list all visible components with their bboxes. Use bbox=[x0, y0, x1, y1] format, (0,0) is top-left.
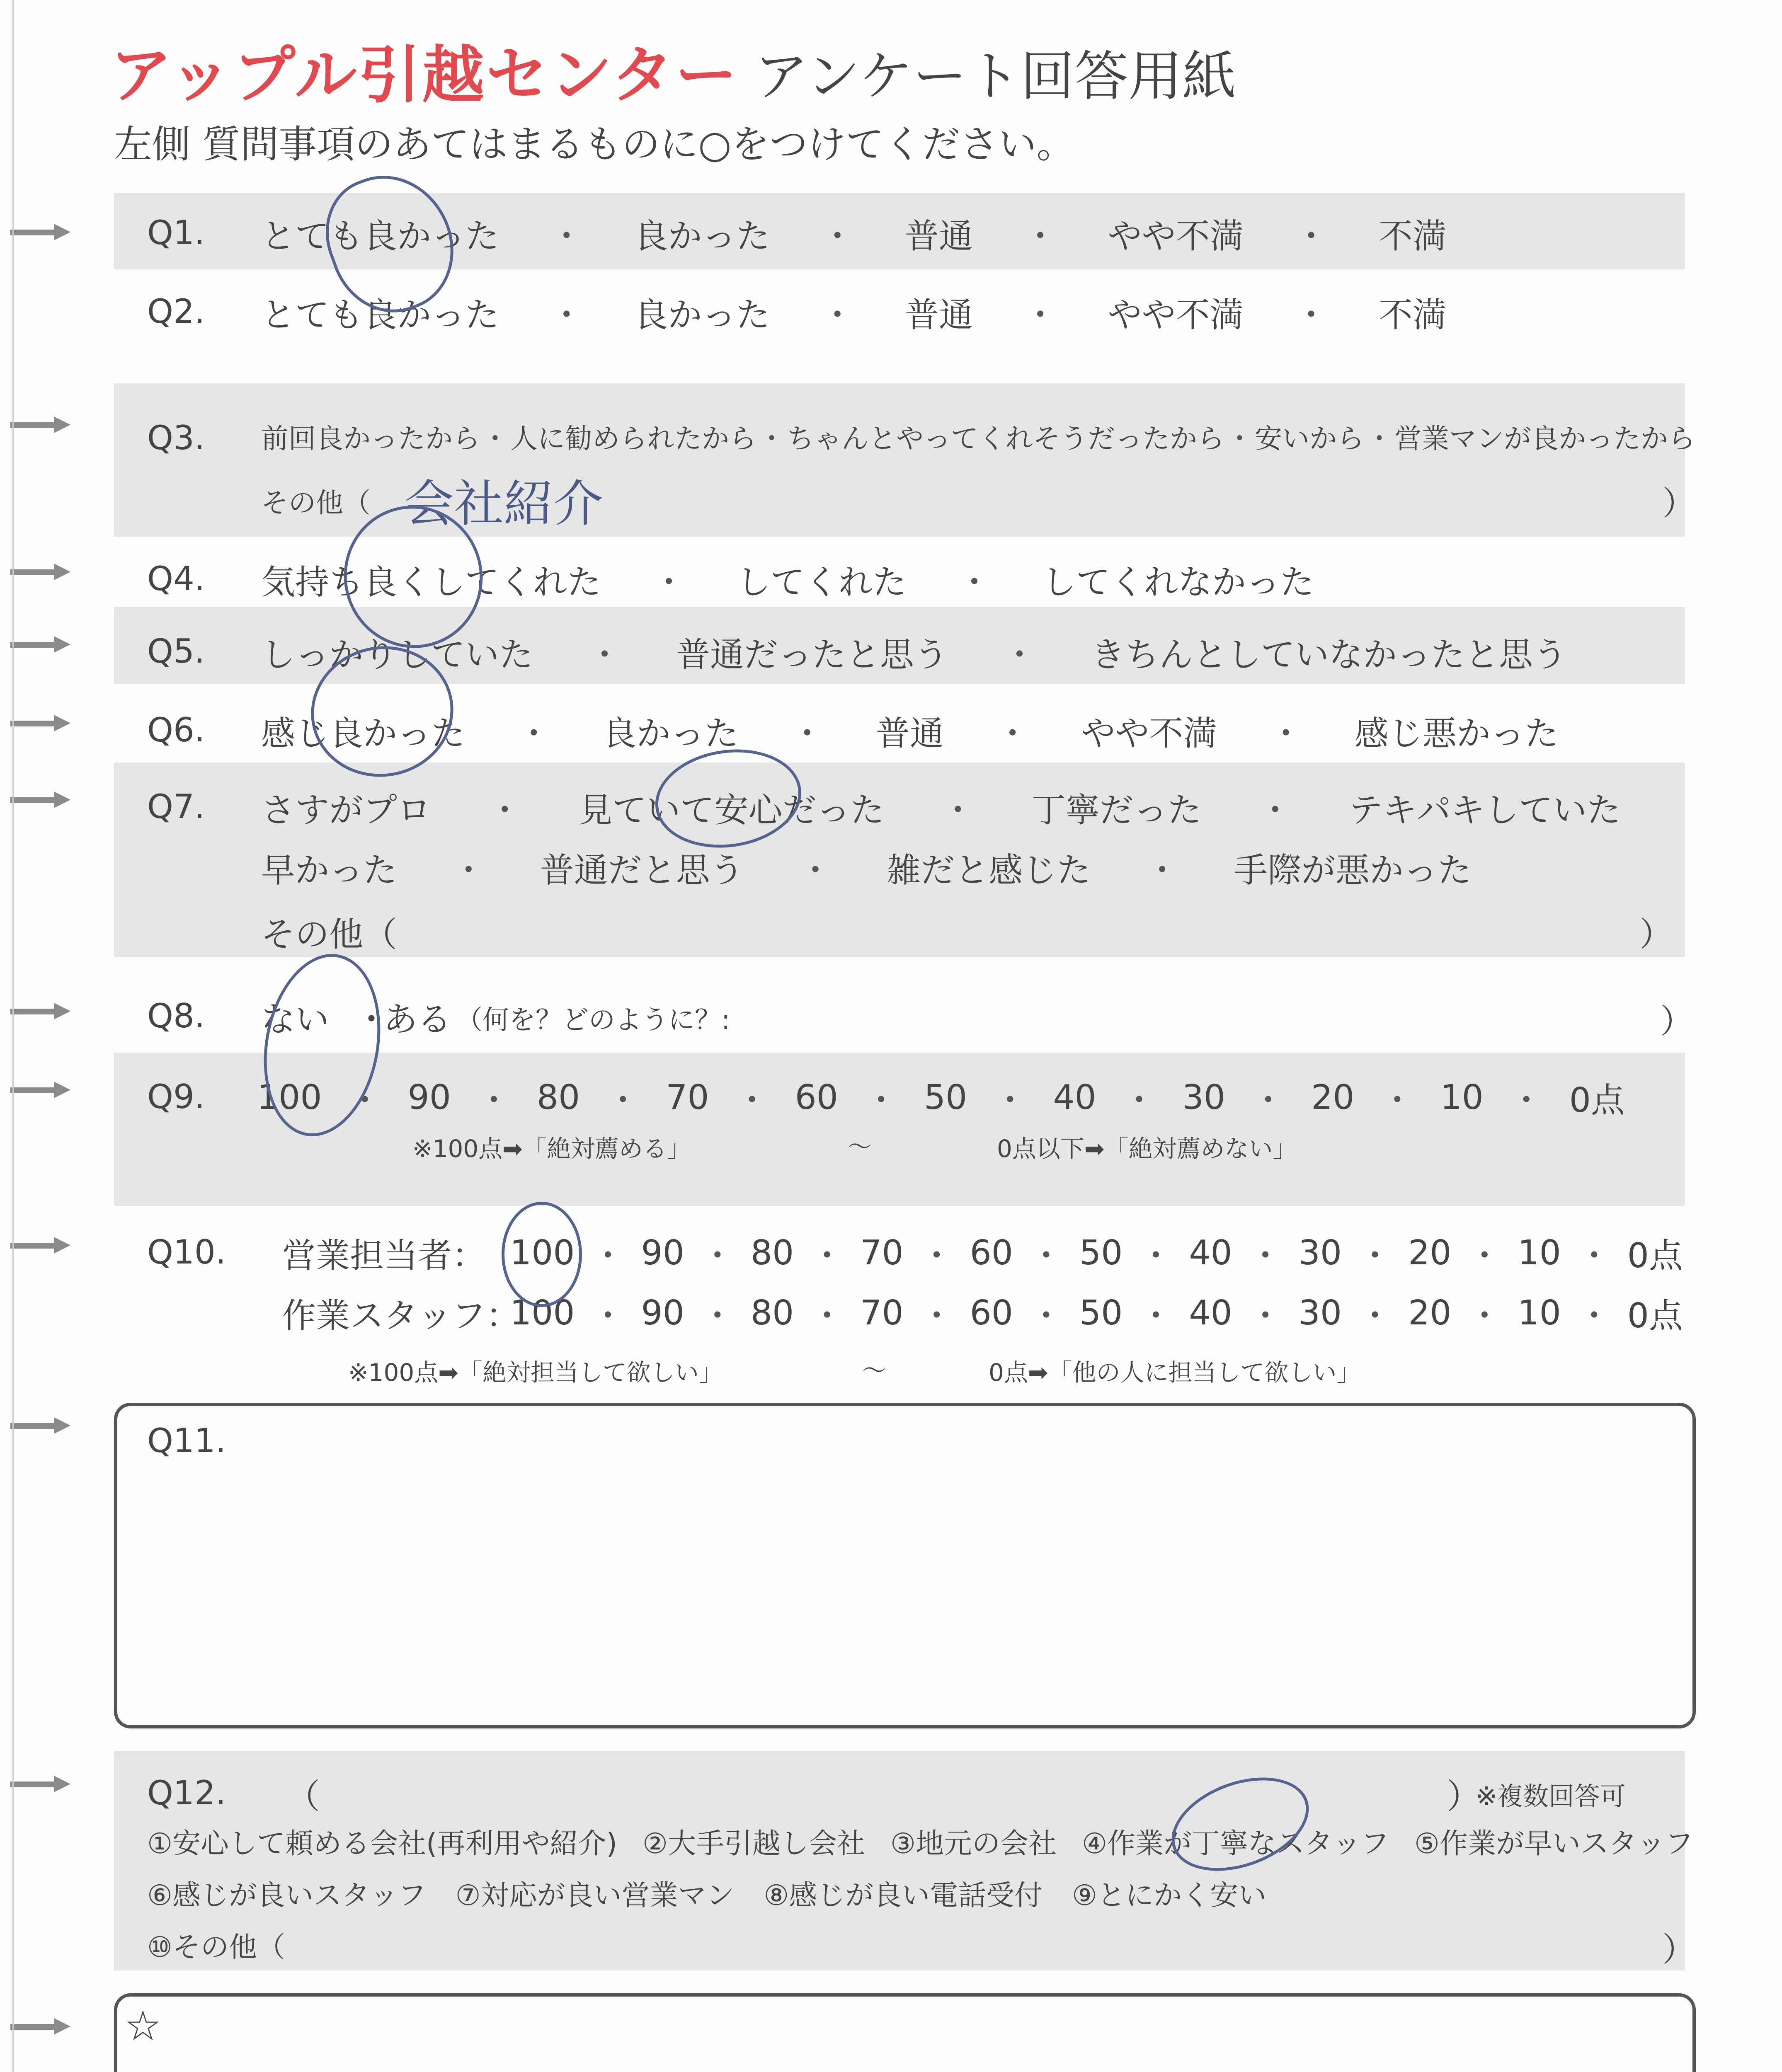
q1-option[interactable]: 普通 bbox=[904, 217, 973, 256]
q4-option[interactable]: してくれた bbox=[736, 563, 907, 602]
q6-option[interactable]: 良かった bbox=[602, 714, 739, 753]
q10-sales-score[interactable]: 80 bbox=[750, 1233, 794, 1273]
q10-sales-scale: 100 ・ 90 ・ 80 ・ 70 ・ 60 ・ 50 ・ 40 ・ 30 ・ 20 ・ 10 ・ 0点 bbox=[510, 1229, 1683, 1277]
q3-other-close: ） bbox=[1662, 484, 1695, 523]
margin-arrow-icon bbox=[10, 1776, 73, 1792]
q12-option[interactable]: ①安心して頼める会社(再利用や紹介) bbox=[147, 1828, 618, 1860]
answer-circle bbox=[502, 1202, 582, 1307]
q4-option[interactable]: してくれなかった bbox=[1042, 563, 1314, 602]
q9-number: Q9. bbox=[147, 1077, 205, 1116]
q10-staff-score[interactable]: 20 bbox=[1408, 1293, 1452, 1333]
q7-number: Q7. bbox=[147, 787, 205, 826]
instruction-text: 左側 質問事項のあてはまるものに○をつけてください。 bbox=[114, 122, 1075, 167]
q9-score[interactable]: 10 bbox=[1440, 1078, 1484, 1117]
q6-option[interactable]: 感じ悪かった bbox=[1354, 714, 1559, 753]
q12-option[interactable]: ④作業が丁寧なスタッフ bbox=[1082, 1828, 1389, 1860]
q10-sales-score[interactable]: 50 bbox=[1079, 1233, 1123, 1273]
q3-option[interactable]: 前回良かったから bbox=[261, 423, 480, 455]
q7-options-row2: 早かった ・ 普通だと思う ・ 雑だと感じた ・ 手際が悪かった bbox=[261, 843, 1472, 892]
q7-option[interactable]: 雑だと感じた bbox=[887, 851, 1091, 890]
q9-score[interactable]: 80 bbox=[536, 1078, 580, 1117]
q9-score[interactable]: 40 bbox=[1053, 1078, 1096, 1117]
q10-staff-score[interactable]: 10 bbox=[1518, 1293, 1561, 1333]
q12-option[interactable]: ⑨とにかく安い bbox=[1072, 1879, 1266, 1912]
q10-sales-score[interactable]: 90 bbox=[641, 1233, 684, 1273]
q10-sales-label: 営業担当者： bbox=[282, 1236, 486, 1276]
q10-staff-score[interactable]: 40 bbox=[1189, 1293, 1232, 1333]
q10-note-mid: ～ bbox=[862, 1356, 887, 1385]
q10-note-right: 0点➡「他の人に担当して欲しい」 bbox=[989, 1358, 1361, 1387]
q3-option[interactable]: ちゃんとやってくれそうだったから bbox=[787, 423, 1224, 455]
q12-option[interactable]: ⑥感じが良いスタッフ bbox=[147, 1879, 426, 1912]
q10-sales-score[interactable]: 20 bbox=[1408, 1233, 1452, 1273]
q12-other-label: ⑩その他（ bbox=[147, 1931, 285, 1964]
q2-options: とても良かった ・ 良かった ・ 普通 ・ やや不満 ・ 不満 bbox=[261, 288, 1447, 336]
q8-detail-label: （何を？どのように？: bbox=[456, 1005, 730, 1036]
q10-staff-score[interactable]: 100 bbox=[510, 1293, 575, 1333]
q1-option[interactable]: とても良かった bbox=[261, 217, 499, 256]
q12-number: Q12. bbox=[147, 1774, 226, 1812]
q12-options-row1 bbox=[147, 1821, 1693, 1861]
q1-option[interactable]: 不満 bbox=[1378, 217, 1447, 256]
q10-sales-score[interactable]: 100 bbox=[510, 1233, 575, 1273]
q9-note-mid: ～ bbox=[848, 1133, 872, 1161]
q3-number: Q3. bbox=[147, 419, 205, 457]
q10-staff-scale: 100 ・ 90 ・ 80 ・ 70 ・ 60 ・ 50 ・ 40 ・ 30 ・ 20 ・ 10 ・ 0点 bbox=[510, 1289, 1683, 1337]
q5-option[interactable]: きちんとしていなかったと思う bbox=[1091, 635, 1567, 675]
star-icon: ☆ bbox=[124, 2002, 162, 2050]
q2-option[interactable]: やや不満 bbox=[1108, 295, 1244, 335]
q6-option[interactable]: 感じ良かった bbox=[261, 714, 466, 753]
margin-arrow-icon bbox=[10, 1003, 73, 1019]
q3-other-label: その他（ bbox=[261, 487, 371, 519]
q9-note-left: ※100点➡「絶対薦める」 bbox=[412, 1135, 691, 1163]
margin-arrow-icon bbox=[10, 715, 73, 731]
q3-option[interactable]: 安いから bbox=[1255, 423, 1364, 455]
margin-arrow-icon bbox=[10, 1082, 73, 1098]
q4-options: 気持ち良くしてくれた ・ してくれた ・ してくれなかった bbox=[261, 555, 1314, 604]
q1-option[interactable]: 良かった bbox=[634, 217, 770, 256]
q12-option[interactable]: ②大手引越し会社 bbox=[642, 1828, 866, 1860]
q6-option[interactable]: 普通 bbox=[875, 714, 944, 753]
q3-option[interactable]: 人に勧められたから bbox=[510, 423, 756, 455]
margin-arrow-icon bbox=[10, 636, 73, 653]
q2-number: Q2. bbox=[147, 292, 205, 331]
q5-number: Q5. bbox=[147, 632, 205, 670]
q10-staff-score[interactable]: 80 bbox=[750, 1293, 794, 1333]
q12-option[interactable]: ⑧感じが良い電話受付 bbox=[764, 1879, 1043, 1912]
margin-arrow-icon bbox=[10, 224, 73, 240]
q11-comment-box[interactable] bbox=[114, 1403, 1696, 1728]
q10-staff-label: 作業スタッフ： bbox=[282, 1296, 520, 1336]
q9-score[interactable]: 20 bbox=[1311, 1078, 1355, 1117]
q7-option[interactable]: 見ていて安心だった bbox=[578, 791, 885, 830]
q8-option[interactable]: ある bbox=[383, 1000, 452, 1039]
q9-note-right: 0点以下➡「絶対薦めない」 bbox=[997, 1135, 1297, 1163]
q3-other-answer[interactable]: 会社紹介 bbox=[404, 475, 603, 533]
q7-other-label: その他（ bbox=[261, 915, 398, 954]
q10-staff-score[interactable]: 70 bbox=[860, 1293, 904, 1333]
q2-option[interactable]: とても良かった bbox=[261, 295, 499, 335]
q10-staff-score[interactable]: 90 bbox=[641, 1293, 684, 1333]
q1-option[interactable]: やや不満 bbox=[1108, 217, 1244, 256]
q5-options: しっかりしていた ・ 普通だったと思う ・ きちんとしていなかったと思う bbox=[261, 628, 1567, 676]
q4-option[interactable]: 気持ち良くしてくれた bbox=[261, 563, 601, 602]
q1-number: Q1. bbox=[147, 213, 205, 252]
q7-option[interactable]: さすがプロ bbox=[261, 791, 432, 830]
margin-arrow-icon bbox=[10, 2018, 73, 2035]
margin-arrow-icon bbox=[10, 792, 73, 808]
q8-separator: ・ bbox=[354, 1000, 389, 1039]
q9-score[interactable]: 100 bbox=[257, 1078, 322, 1117]
q9-score[interactable]: 50 bbox=[924, 1078, 967, 1117]
q10-note-left: ※100点➡「絶対担当して欲しい」 bbox=[348, 1358, 723, 1387]
q6-number: Q6. bbox=[147, 711, 205, 749]
q12-open: （ bbox=[286, 1777, 320, 1816]
q10-sales-score[interactable]: 0点 bbox=[1627, 1236, 1683, 1276]
q12-other-close: ） bbox=[1662, 1930, 1695, 1969]
margin-arrow-icon bbox=[10, 1417, 73, 1434]
q10-number: Q10. bbox=[147, 1233, 226, 1271]
q10-sales-score[interactable]: 70 bbox=[860, 1233, 904, 1273]
q8-number: Q8. bbox=[147, 997, 205, 1035]
q12-option[interactable]: ③地元の会社 bbox=[890, 1828, 1057, 1860]
q2-option[interactable]: 普通 bbox=[904, 295, 973, 335]
q5-option[interactable]: 普通だったと思う bbox=[676, 635, 948, 675]
q6-option[interactable]: やや不満 bbox=[1081, 714, 1217, 753]
q10-staff-score[interactable]: 60 bbox=[970, 1293, 1013, 1333]
q10-staff-score[interactable]: 0点 bbox=[1627, 1296, 1683, 1336]
q8-option[interactable]: ない bbox=[261, 1000, 330, 1039]
q7-options-row1: さすがプロ ・ 見ていて安心だった ・ 丁寧だった ・ テキパキしていた bbox=[261, 783, 1621, 832]
q9-score[interactable]: 0点 bbox=[1569, 1081, 1625, 1120]
q2-option[interactable]: 不満 bbox=[1378, 295, 1447, 335]
q12-options-row2 bbox=[147, 1873, 1266, 1913]
margin-arrow-icon bbox=[10, 1237, 73, 1254]
star-comment-box[interactable] bbox=[114, 1993, 1696, 2072]
q3-options: 前回良かったから ・ 人に勧められたから ・ ちゃんとやってくれそうだったから ・ 安いから ・ 営業マンが良かったから bbox=[261, 416, 1695, 456]
brand-title: アップル引越センター bbox=[110, 39, 739, 111]
q4-number: Q4. bbox=[147, 559, 205, 598]
q7-option[interactable]: 普通だと思う bbox=[540, 851, 744, 890]
q2-option[interactable]: 良かった bbox=[634, 295, 770, 335]
page-edge bbox=[12, 0, 14, 2072]
q11-number: Q11. bbox=[147, 1421, 226, 1460]
q12-close: ） bbox=[1447, 1777, 1481, 1816]
q7-option[interactable]: テキパキしていた bbox=[1348, 791, 1621, 830]
q10-sales-score[interactable]: 30 bbox=[1298, 1233, 1342, 1273]
q9-score[interactable]: 90 bbox=[407, 1078, 451, 1117]
margin-arrow-icon bbox=[10, 564, 73, 580]
q3-option[interactable]: 営業マンが良かったから bbox=[1394, 423, 1695, 455]
form-subtitle: アンケート回答用紙 bbox=[754, 45, 1236, 108]
q7-option[interactable]: 丁寧だった bbox=[1031, 791, 1202, 830]
q9-scale: 100 ・ 90 ・ 80 ・ 70 ・ 60 ・ 50 ・ 40 ・ 30 ・ 20 ・ 10 ・ 0点 bbox=[257, 1073, 1625, 1122]
q9-score[interactable]: 60 bbox=[795, 1078, 838, 1117]
q9-score[interactable]: 30 bbox=[1182, 1078, 1226, 1117]
q10-staff-score[interactable]: 30 bbox=[1298, 1293, 1342, 1333]
q9-score[interactable]: 70 bbox=[666, 1078, 709, 1117]
q12-option[interactable]: ⑦対応が良い営業マン bbox=[455, 1879, 735, 1912]
q6-options: 感じ良かった ・ 良かった ・ 普通 ・ やや不満 ・ 感じ悪かった bbox=[261, 707, 1559, 755]
q10-staff-score[interactable]: 50 bbox=[1079, 1293, 1123, 1333]
margin-arrow-icon bbox=[10, 416, 73, 433]
q12-option[interactable]: ⑤作業が早いスタッフ bbox=[1414, 1828, 1693, 1860]
q10-sales-score[interactable]: 10 bbox=[1518, 1233, 1561, 1273]
q7-other-close: ） bbox=[1639, 915, 1673, 954]
q1-options: とても良かった ・ 良かった ・ 普通 ・ やや不満 ・ 不満 bbox=[261, 209, 1447, 258]
q7-option[interactable]: 早かった bbox=[261, 851, 398, 890]
q7-option[interactable]: 手際が悪かった bbox=[1233, 851, 1472, 890]
q5-option[interactable]: しっかりしていた bbox=[261, 635, 533, 675]
q8-close: ） bbox=[1660, 1002, 1693, 1041]
q10-sales-score[interactable]: 40 bbox=[1189, 1233, 1232, 1273]
q12-multi-note: ※複数回答可 bbox=[1476, 1781, 1626, 1811]
q10-sales-score[interactable]: 60 bbox=[970, 1233, 1013, 1273]
